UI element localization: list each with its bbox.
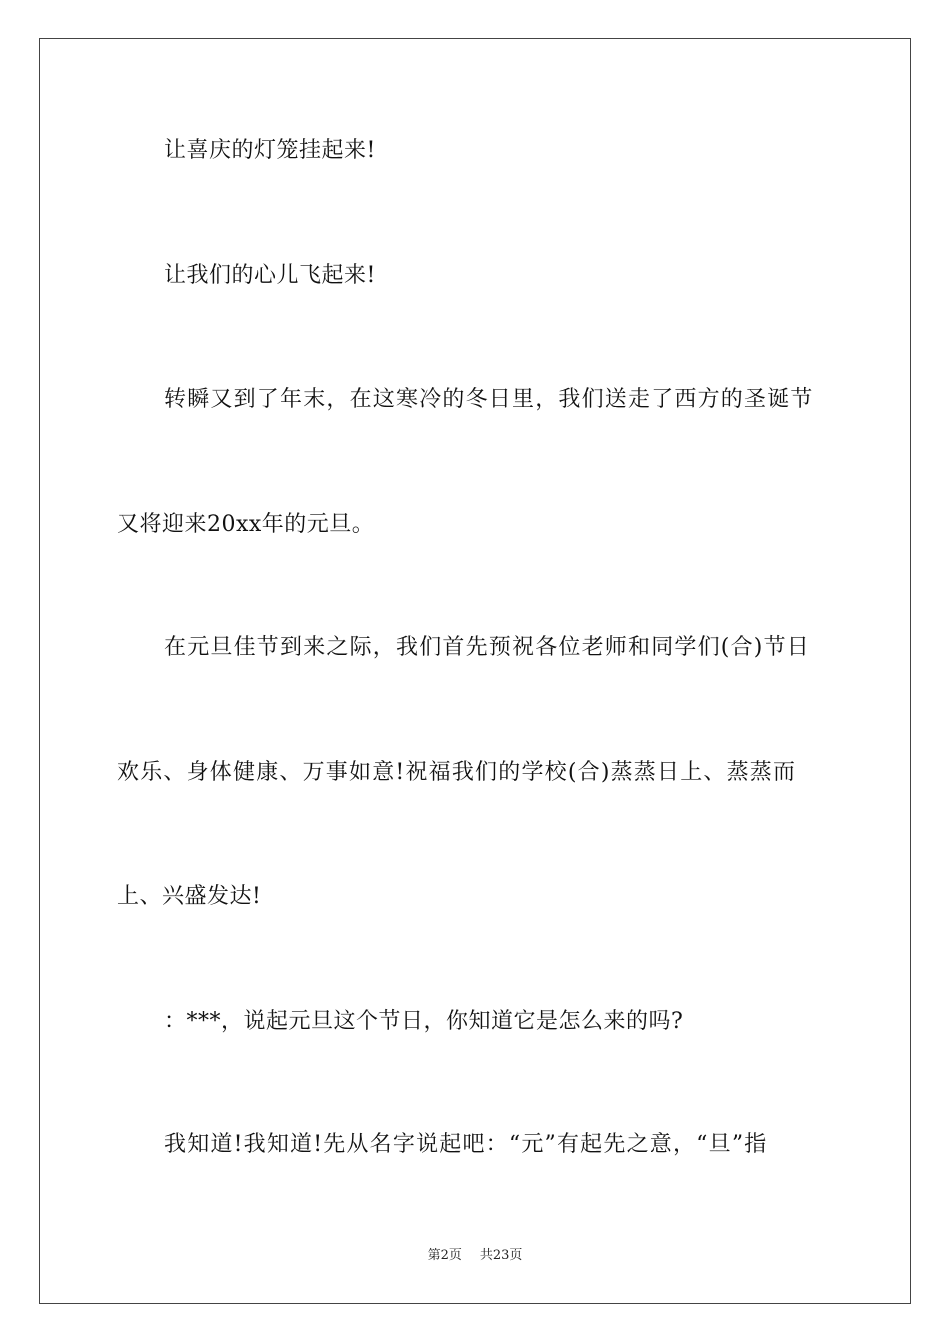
paragraph-line-2: 让我们的心儿飞起来! [164,263,376,288]
page-frame [39,38,911,1304]
paragraph-line-9: 我知道!我知道!先从名字说起吧：“元”有起先之意，“旦”指 [164,1132,768,1157]
paragraph-line-1: 让喜庆的灯笼挂起来! [164,138,376,163]
paragraph-line-5: 在元旦佳节到来之际，我们首先预祝各位老师和同学们(合)节日 [164,635,810,660]
page-footer [0,1247,950,1265]
paragraph-line-3: 转瞬又到了年末，在这寒冷的冬日里，我们送走了西方的圣诞节 [164,387,814,412]
page-number: 第2页 [427,1248,462,1263]
paragraph-line-8: ：***，说起元旦这个节日，你知道它是怎么来的吗? [164,1009,684,1034]
total-pages: 共23页 [479,1248,523,1263]
paragraph-line-4: 又将迎来20xx年的元旦。 [117,512,375,537]
paragraph-line-7: 上、兴盛发达! [117,884,262,909]
paragraph-line-6: 欢乐、身体健康、万事如意!祝福我们的学校(合)蒸蒸日上、蒸蒸而 [117,760,797,785]
